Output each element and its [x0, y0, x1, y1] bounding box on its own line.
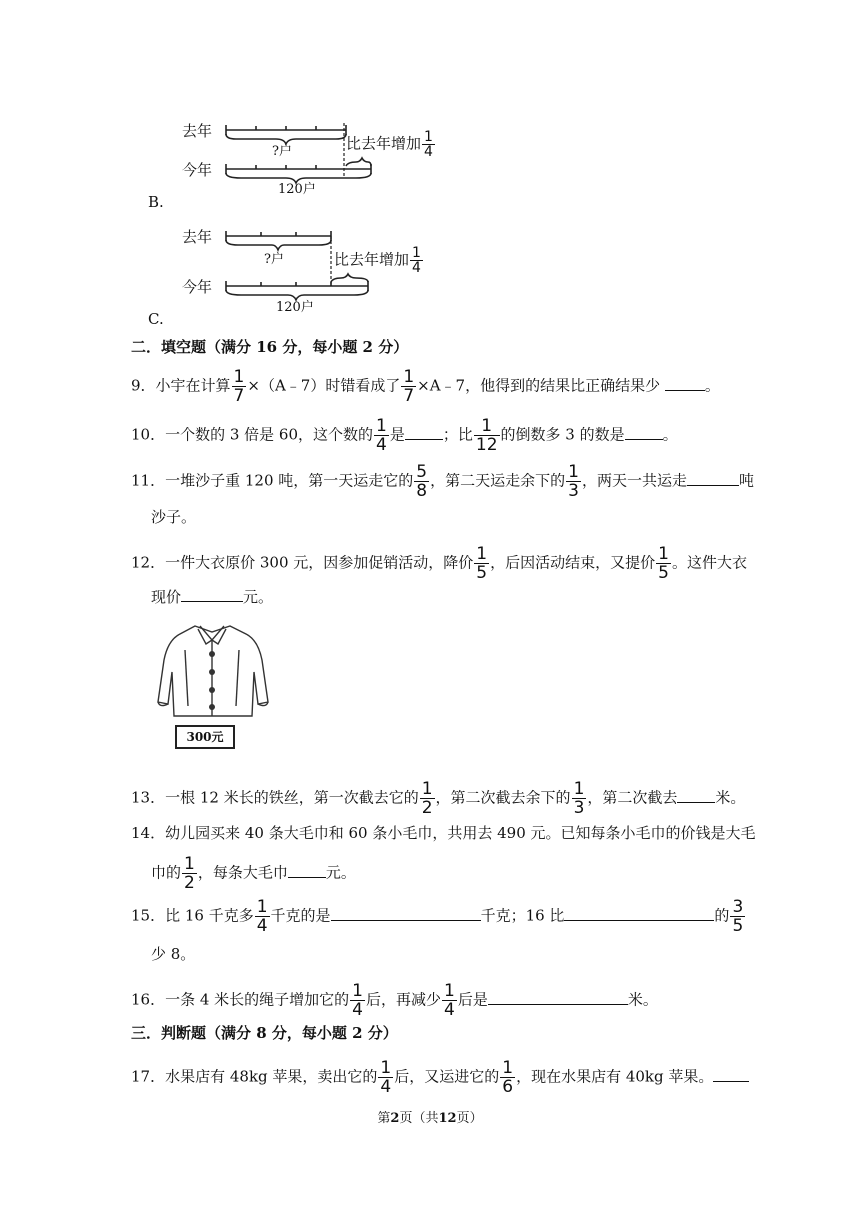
q11-text: ，第二天运走余下的 — [430, 471, 566, 490]
q15-text: 的 — [714, 906, 730, 925]
option-b-label[interactable]: B. — [148, 193, 164, 211]
section-3-heading: 三．判断题（满分 8 分，每小题 2 分） — [131, 1024, 398, 1042]
answer-blank[interactable] — [564, 904, 714, 921]
numerator: 1 — [568, 462, 579, 482]
answer-blank[interactable] — [181, 585, 243, 602]
denominator: 8 — [416, 481, 428, 501]
numerator: 1 — [233, 367, 245, 387]
question-14: 14．幼儿园买来 40 条大毛巾和 60 条小毛巾，共用去 490 元。已知每条小毛巾的价钱是大毛 — [131, 824, 756, 842]
q14-text: 元。 — [325, 863, 356, 882]
label-unknown-households: ?户 — [264, 252, 284, 267]
q9-text: 9．小宇在计算 — [131, 376, 231, 395]
question-11 — [131, 463, 760, 500]
footer-text: 页） — [456, 1111, 483, 1126]
q16-text: 后是 — [457, 990, 488, 1009]
fraction — [378, 1059, 393, 1096]
denominator: 4 — [412, 260, 421, 276]
label-last-year: 去年 — [182, 228, 213, 246]
q14-text: ，每条大毛巾 — [197, 863, 288, 882]
numerator: 3 — [732, 897, 744, 917]
diagram-c — [176, 228, 456, 315]
q13-text: ，第二次截去 — [587, 788, 678, 807]
numerator: 1 — [412, 245, 421, 261]
q17-text: ，现在水果店有 40kg 苹果。 — [516, 1067, 714, 1086]
denominator: 5 — [658, 563, 669, 583]
q13-text: 米。 — [715, 788, 746, 807]
denominator: 4 — [424, 144, 433, 160]
q15-text: 千克；16 比 — [480, 906, 565, 925]
q10-text: 。 — [662, 425, 678, 444]
q15-text: 15．比 16 千克多 — [131, 906, 254, 925]
q12-text: 12．一件大衣原价 300 元，因参加促销活动，降价 — [131, 553, 474, 572]
answer-blank[interactable] — [713, 1065, 749, 1082]
answer-blank[interactable] — [331, 904, 481, 921]
page-number: 2 — [390, 1111, 400, 1126]
q10-text: 是 — [389, 425, 405, 444]
q10-text: 的倒数多 3 的数是 — [500, 425, 625, 444]
denominator: 4 — [444, 1000, 455, 1020]
label-120-households: 120户 — [278, 182, 316, 197]
q11-text: ，两天一共运走 — [581, 471, 687, 490]
q12-text: 现价 — [151, 588, 182, 606]
q16-text: 16．一条 4 米长的绳子增加它的 — [131, 990, 350, 1009]
question-16 — [131, 982, 760, 1019]
numerator: 1 — [184, 854, 195, 874]
fraction — [572, 780, 587, 817]
numerator: 1 — [476, 544, 488, 564]
numerator: 1 — [352, 981, 363, 1001]
fraction — [442, 982, 457, 1019]
label-120-households: 120户 — [276, 300, 314, 315]
fraction — [730, 898, 745, 935]
q16-text: 米。 — [627, 990, 658, 1009]
numerator: 1 — [474, 417, 500, 436]
fraction — [474, 545, 489, 582]
q9-text: ×（A﹣7）时错看成了 — [247, 376, 401, 395]
q13-text: 13．一根 12 米长的铁丝，第一次截去它的 — [131, 788, 419, 807]
q9-text: 。 — [704, 376, 720, 395]
denominator: 4 — [380, 1077, 392, 1097]
increase-note-text: 比去年增加 — [334, 250, 410, 269]
question-15-cont: 少 8。 — [151, 945, 196, 963]
denominator: 4 — [256, 916, 268, 936]
q12-text: 元。 — [243, 588, 274, 606]
q15-text: 千克的是 — [270, 906, 331, 925]
q10-text: 10．一个数的 3 倍是 60，这个数的 — [131, 425, 374, 444]
denominator: 7 — [403, 386, 415, 406]
label-this-year: 今年 — [182, 278, 213, 296]
denominator: 5 — [476, 563, 488, 583]
numerator: 1 — [424, 129, 433, 145]
fraction — [374, 417, 389, 454]
fraction — [350, 982, 365, 1019]
denominator: 4 — [352, 1000, 363, 1020]
question-14-cont — [151, 855, 760, 892]
increase-note-text: 比去年增加 — [346, 134, 422, 153]
price-tag: 300元 — [186, 730, 224, 744]
numerator: 1 — [256, 897, 268, 917]
coat-illustration — [150, 620, 275, 755]
answer-blank[interactable] — [687, 469, 739, 486]
answer-blank[interactable] — [488, 988, 628, 1005]
fraction — [182, 855, 197, 892]
numerator: 1 — [444, 981, 455, 1001]
fraction — [566, 463, 581, 500]
page-footer — [0, 1107, 860, 1126]
fraction — [422, 130, 435, 159]
denominator: 3 — [568, 481, 579, 501]
diagram-b — [176, 118, 456, 198]
question-12 — [131, 545, 760, 582]
question-13 — [131, 780, 760, 817]
numerator: 1 — [421, 779, 433, 799]
q11-text: 吨 — [738, 471, 754, 490]
q17-text: 17．水果店有 48kg 苹果，卖出它的 — [131, 1067, 378, 1086]
question-9 — [131, 368, 760, 405]
label-last-year: 去年 — [182, 122, 213, 140]
fraction — [656, 545, 671, 582]
fraction — [474, 417, 500, 454]
answer-blank[interactable] — [405, 423, 443, 440]
numerator: 1 — [658, 544, 669, 564]
label-unknown-households: ?户 — [272, 144, 292, 159]
footer-text: 页（共 — [399, 1111, 439, 1126]
label-increase-note — [346, 130, 436, 159]
total-pages: 12 — [438, 1111, 457, 1126]
answer-blank[interactable] — [665, 374, 705, 391]
fraction — [410, 246, 423, 275]
denominator: 2 — [184, 873, 195, 893]
denominator: 2 — [421, 798, 433, 818]
option-c-label[interactable]: C. — [148, 310, 164, 328]
fraction — [500, 1059, 515, 1096]
numerator: 1 — [573, 779, 585, 799]
fraction — [401, 368, 416, 405]
q17-text: 后，又运进它的 — [394, 1067, 500, 1086]
numerator: 1 — [403, 367, 415, 387]
question-12-cont — [151, 585, 760, 607]
fraction — [232, 368, 247, 405]
label-this-year: 今年 — [182, 161, 213, 179]
q16-text: 后，再减少 — [366, 990, 442, 1009]
denominator: 12 — [475, 435, 498, 455]
q14-text: 巾的 — [151, 863, 182, 882]
fraction — [414, 463, 429, 500]
numerator: 5 — [416, 462, 428, 482]
denominator: 4 — [376, 435, 387, 455]
denominator: 6 — [502, 1077, 514, 1097]
answer-blank[interactable] — [625, 423, 663, 440]
footer-text: 第 — [377, 1111, 391, 1126]
q10-text: ；比 — [442, 425, 473, 444]
q12-text: 。这件大衣 — [671, 553, 747, 572]
question-15 — [131, 898, 760, 935]
denominator: 3 — [573, 798, 585, 818]
q12-text: ，后因活动结束，又提价 — [490, 553, 656, 572]
answer-blank[interactable] — [288, 861, 326, 878]
question-11-cont: 沙子。 — [151, 508, 197, 526]
denominator: 5 — [732, 916, 744, 936]
numerator: 1 — [380, 1058, 392, 1078]
q9-text: ×A﹣7，他得到的结果比正确结果少 — [417, 376, 665, 395]
fraction — [420, 780, 435, 817]
numerator: 1 — [502, 1058, 514, 1078]
denominator: 7 — [233, 386, 245, 406]
answer-blank[interactable] — [677, 786, 715, 803]
question-17 — [131, 1059, 760, 1096]
numerator: 1 — [376, 416, 387, 436]
question-10 — [131, 417, 760, 454]
q11-text: 11．一堆沙子重 120 吨，第一天运走它的 — [131, 471, 414, 490]
q13-text: ，第二次截去余下的 — [435, 788, 571, 807]
label-increase-note — [334, 246, 424, 275]
fraction — [255, 898, 270, 935]
section-2-heading: 二．填空题（满分 16 分，每小题 2 分） — [131, 338, 409, 356]
